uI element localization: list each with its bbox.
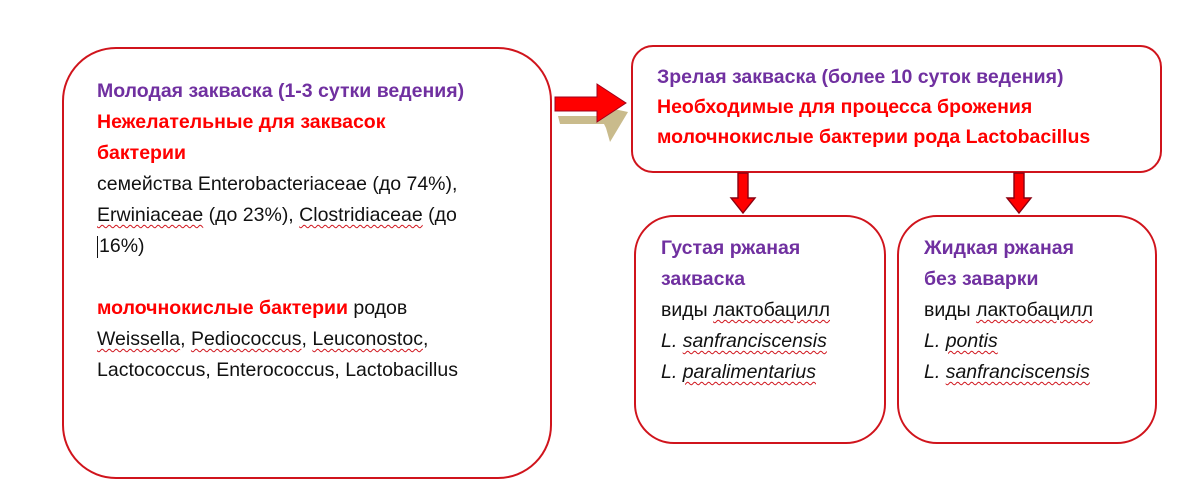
mature-starter-text bbox=[657, 62, 1090, 152]
text-cursor bbox=[97, 236, 98, 258]
down-arrow-icon-left bbox=[731, 173, 755, 213]
down-arrow-icon-right bbox=[1007, 173, 1031, 213]
liquid-title-2: без заварки bbox=[924, 268, 1039, 290]
young-starter-text bbox=[97, 76, 464, 386]
thick-starter-text bbox=[661, 233, 830, 388]
liquid-species-2: L. sanfranciscensis bbox=[924, 361, 1090, 383]
liquid-starter-text bbox=[924, 233, 1093, 388]
mature-line-3: молочнокислые бактерии рода Lactobacillus bbox=[657, 126, 1091, 148]
genera-line-1: Weissella, Pediococcus, Leuconostoc, bbox=[97, 328, 429, 350]
liquid-title-1: Жидкая ржаная bbox=[924, 237, 1074, 259]
young-title: Молодая закваска (1-3 сутки ведения) bbox=[97, 80, 465, 102]
families-line-1: семейства Enterobacteriaceae (до 74%), bbox=[97, 173, 458, 195]
lab-line: молочнокислые бактерии родов bbox=[97, 297, 408, 319]
families-line-2: Erwiniaceae (до 23%), Clostridiaceae (до bbox=[97, 204, 457, 226]
thick-species-1: L. sanfranciscensis bbox=[661, 330, 827, 352]
right-arrow-shadow bbox=[558, 106, 628, 142]
families-line-3: 16%) bbox=[99, 235, 145, 257]
thick-species-label: виды лактобацилл bbox=[661, 299, 830, 321]
right-arrow-icon bbox=[555, 84, 626, 122]
liquid-species-label: виды лактобацилл bbox=[924, 299, 1093, 321]
genera-line-2: Lactococcus, Enterococcus, Lactobacillus bbox=[97, 359, 458, 381]
undesired-heading-2: бактерии bbox=[97, 142, 186, 164]
thick-title-1: Густая ржаная bbox=[661, 237, 801, 259]
thick-species-2: L. paralimentarius bbox=[661, 361, 816, 383]
mature-line-2: Необходимые для процесса брожения bbox=[657, 96, 1033, 118]
undesired-heading-1: Нежелательные для заквасок bbox=[97, 111, 386, 133]
liquid-species-1: L. pontis bbox=[924, 330, 998, 352]
thick-title-2: закваска bbox=[661, 268, 746, 290]
mature-title: Зрелая закваска (более 10 суток ведения) bbox=[657, 66, 1064, 88]
blank-line bbox=[97, 262, 464, 293]
